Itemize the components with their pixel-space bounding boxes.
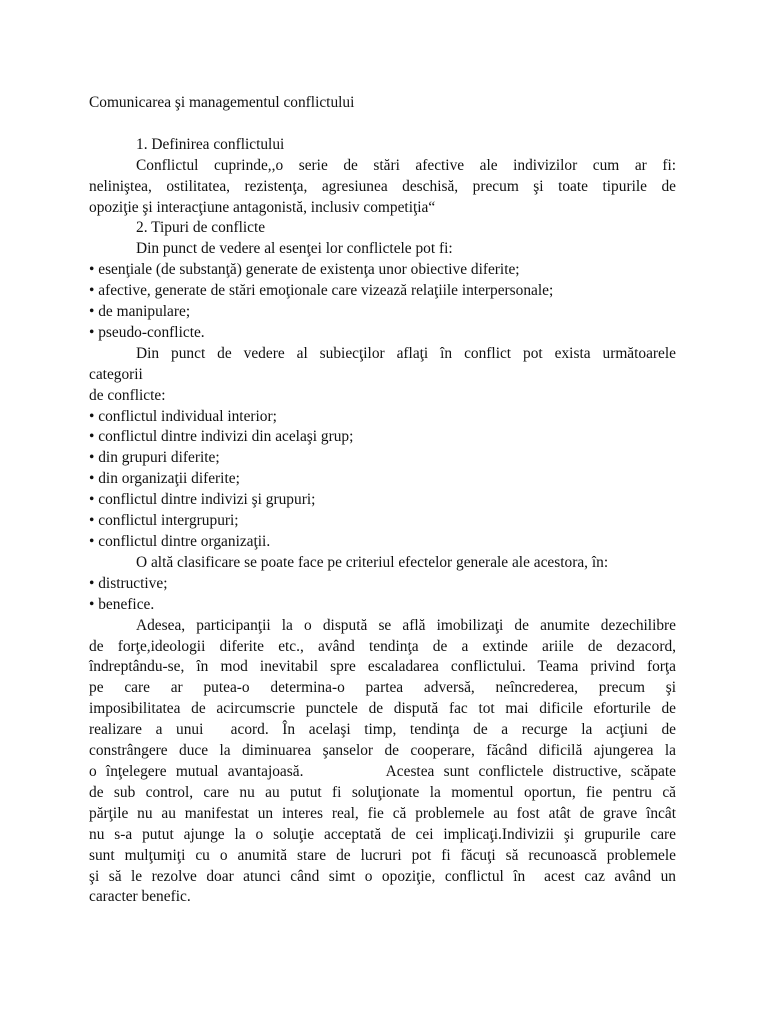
essence-intro: Din punct de vedere al esenţei lor conflictele pot fi: (136, 240, 453, 258)
list-item: • conflictul dintre organizaţii. (89, 533, 271, 551)
list-item: • afective, generate de stări emoţionale care vizează relaţiile interpersonale; (89, 282, 554, 300)
paragraph-line: imposibilitatea de acircumscrie punctele de dispută fac tot mai dificile eforturile de (89, 700, 676, 718)
list-item: • conflictul dintre indivizi din acelaşi grup; (89, 428, 354, 446)
paragraph-line: de sub control, care nu au putut fi soluţionate la momentul oportun, fie pentru că (89, 783, 676, 801)
subjects-intro-line: Din punct de vedere al subiecţilor aflaţi în conflict pot exista următoarele (136, 344, 676, 362)
list-item: • esenţiale (de substanţă) generate de existenţa unor obiective diferite; (89, 261, 520, 279)
paragraph-line: realizare a unui acord. În acelaşi timp, tendinţa de a recurge la acţiuni de (89, 721, 676, 739)
section-heading-definition: 1. Definirea conflictului (136, 135, 285, 153)
list-item: • conflictul intergrupuri; (89, 512, 239, 530)
list-item: • benefice. (89, 595, 155, 613)
paragraph-line: îndreptându-se, în mod inevitabil spre escaladarea conflictului. Teama privind forţa (89, 658, 676, 676)
paragraph-line: şi să le rezolve doar atunci când simt o opoziţie, conflictul în acest caz având un (89, 867, 676, 885)
paragraph-line: sunt mulţumiţi cu o anumită stare de lucruri pot fi făcuţi să recunoască problemele (89, 846, 676, 864)
list-item: • conflictul dintre indivizi şi grupuri; (89, 491, 316, 509)
list-item: • de manipulare; (89, 303, 191, 321)
paragraph-line: caracter benefic. (89, 888, 191, 906)
paragraph-line: constrângere duce la diminuarea şanselor de cooperare, făcând dificilă ajungerea la (89, 742, 676, 760)
paragraph-line: părţile nu au manifestat un interes real, fie că problemele au fost atât de grave încât (89, 804, 676, 822)
definition-line: nelinişte​a, ostilitatea, rezistenţa, agresiunea deschisă, precum şi toate tipurile de (89, 177, 676, 195)
document-title: Comunicarea şi managementul conflictului (89, 94, 355, 111)
effects-intro: O altă clasificare se poate face pe criteriul efectelor generale ale acestora, în: (136, 553, 609, 571)
list-item: • pseudo-conflicte. (89, 323, 205, 341)
document-body (89, 93, 676, 908)
definition-line: opoziţie şi interacţiune antagonistă, inclusiv competiţia“ (89, 198, 436, 216)
subjects-intro-line: de conflicte: (89, 386, 166, 404)
subjects-intro-line: categorii (89, 365, 143, 383)
section-heading-types: 2. Tipuri de conflicte (136, 219, 266, 237)
definition-line: Conflictul cuprinde,,o serie de stări afective ale indivizilor cum ar fi: (136, 156, 676, 174)
paragraph-line: Adesea, participanţii la o dispută se află imobilizaţi de anumite dezechilibre (136, 616, 676, 634)
paragraph-line: pe care ar putea-o determina-o partea adversă, neîncrederea, precum şi (89, 679, 676, 697)
paragraph-line: nu s-a putut ajunge la o soluţie acceptată de cei implicaţi.Indivizii şi grupurile care (89, 825, 676, 843)
list-item: • distructive; (89, 574, 168, 592)
list-item: • din organizaţii diferite; (89, 470, 240, 488)
blank-line (89, 114, 676, 135)
paragraph-line: o înţelegere mutual avantajoasă. Acestea sunt conflictele distructive, scăpate (89, 762, 676, 780)
paragraph-line: de forţe,ideologii diferite etc., având tendinţa de a extinde ariile de dezacord, (89, 637, 676, 655)
list-item: • conflictul individual interior; (89, 407, 277, 425)
list-item: • din grupuri diferite; (89, 449, 220, 467)
